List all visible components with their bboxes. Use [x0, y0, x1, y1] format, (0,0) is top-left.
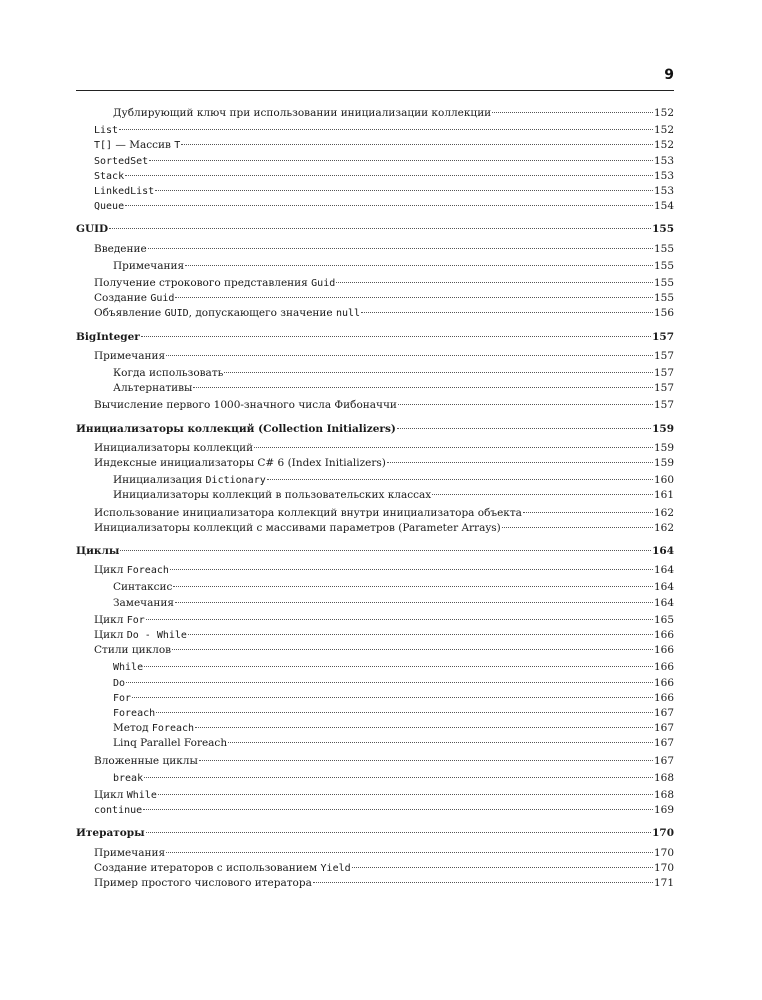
toc-page-number: 166: [653, 676, 674, 689]
toc-entry-title: [94, 349, 165, 364]
dot-leader: [126, 682, 653, 683]
text-fragment: Цикл: [94, 564, 127, 577]
code-fragment: LinkedList: [94, 186, 155, 197]
code-fragment: Do: [113, 677, 126, 689]
toc-entry: [113, 721, 674, 736]
dot-leader: [188, 634, 653, 635]
text-fragment: Цикл: [94, 613, 127, 626]
toc-entry: [94, 628, 674, 643]
text-fragment: Стили циклов: [94, 644, 172, 657]
table-of-contents: [76, 0, 674, 1000]
code-fragment: GUID: [164, 308, 189, 320]
toc-page-number: 157: [652, 330, 674, 343]
toc-page-number: 155: [653, 242, 674, 255]
toc-page-number: 159: [652, 422, 674, 435]
toc-entry-title: [113, 660, 143, 675]
toc-entry-title: [113, 706, 155, 721]
toc-entry: [94, 184, 674, 199]
dot-leader: [173, 586, 653, 587]
text-fragment: Объявление: [94, 307, 165, 320]
code-fragment: Foreach: [126, 565, 169, 577]
text-fragment: Метод: [113, 722, 152, 735]
text-fragment: Linq Parallel Foreach: [113, 737, 228, 750]
text-fragment: Инициализация: [113, 474, 206, 487]
toc-chapter: [76, 330, 674, 345]
toc-entry-title: [113, 771, 143, 786]
toc-entry-title: [94, 861, 351, 876]
toc-entry-title: [94, 846, 165, 861]
dot-leader: [175, 602, 653, 603]
text-fragment: Инициализаторы коллекций: [94, 441, 254, 454]
toc-page-number: 168: [653, 789, 674, 801]
toc-page-number: 164: [653, 581, 674, 594]
toc-entry: [94, 643, 674, 658]
toc-entry: [113, 106, 674, 121]
toc-entry: [94, 154, 674, 169]
dot-leader: [125, 175, 653, 176]
toc-entry-title: [76, 422, 396, 437]
toc-entry-title: [94, 291, 174, 306]
text-fragment: Создание: [94, 292, 151, 305]
toc-entry: [94, 291, 674, 306]
code-fragment: For: [113, 692, 132, 704]
toc-entry-title: [113, 366, 223, 381]
toc-entry-title: [113, 381, 192, 396]
text-fragment: Введение: [94, 242, 147, 255]
toc-page-number: 164: [652, 545, 674, 557]
toc-page-number: 152: [653, 124, 674, 137]
toc-page-number: 164: [653, 564, 674, 577]
toc-entry-title: [113, 676, 125, 691]
dot-leader: [143, 809, 653, 810]
code-fragment: For: [126, 614, 145, 626]
dot-leader: [146, 832, 651, 833]
dot-leader: [149, 160, 653, 161]
toc-entry: [113, 580, 674, 595]
text-fragment: Получение строкового представления: [94, 277, 312, 289]
dot-leader: [432, 494, 653, 495]
text-fragment: Примечания: [94, 349, 166, 362]
toc-entry-title: [94, 643, 171, 658]
dot-leader: [170, 569, 653, 570]
toc-entry-title: [76, 826, 145, 841]
dot-leader: [267, 479, 653, 480]
toc-entry: [113, 691, 674, 706]
toc-page-number: 162: [653, 521, 674, 534]
text-fragment: Вложенные циклы: [94, 754, 198, 767]
dot-leader: [254, 447, 653, 448]
toc-chapter: [76, 544, 674, 559]
toc-page-number: 152: [653, 107, 674, 119]
toc-entry: [94, 876, 674, 891]
dot-leader: [352, 867, 653, 868]
toc-entry: [94, 613, 674, 628]
toc-entry: [94, 123, 674, 138]
dot-leader: [228, 742, 653, 743]
toc-page-number: 153: [653, 185, 674, 197]
dot-leader: [181, 144, 653, 145]
toc-entry-title: [94, 306, 360, 321]
toc-entry: [113, 660, 674, 675]
toc-page-number: 159: [653, 441, 674, 454]
toc-page-number: 171: [653, 877, 674, 889]
toc-entry-title: [113, 488, 431, 503]
dot-leader: [502, 527, 653, 528]
text-fragment: Индексные инициализаторы C# 6 (Index Initializers): [94, 457, 386, 469]
dot-leader: [119, 129, 653, 130]
toc-entry: [94, 169, 674, 184]
toc-page-number: 154: [653, 200, 674, 213]
text-fragment: Инициализаторы коллекций в пользовательских классах: [113, 489, 432, 502]
toc-entry-title: [94, 276, 335, 291]
code-fragment: Guid: [150, 293, 175, 305]
code-fragment: SortedSet: [94, 155, 149, 167]
dot-leader: [397, 428, 651, 429]
toc-page-number: 164: [653, 596, 674, 609]
dot-leader: [146, 619, 653, 620]
dot-leader: [144, 777, 653, 778]
toc-entry-title: [113, 106, 491, 121]
dot-leader: [195, 727, 653, 728]
dot-leader: [125, 205, 653, 206]
toc-page-number: 157: [653, 399, 674, 412]
toc-entry: [94, 199, 674, 214]
code-fragment: break: [113, 772, 144, 784]
toc-entry-title: [94, 521, 501, 536]
toc-entry: [113, 366, 674, 381]
toc-page-number: 169: [653, 804, 674, 817]
toc-page-number: 155: [653, 292, 674, 305]
toc-entry: [113, 473, 674, 488]
dot-leader: [148, 248, 653, 249]
dot-leader: [387, 462, 653, 463]
toc-page-number: 167: [653, 707, 674, 719]
dot-leader: [224, 372, 653, 373]
dot-leader: [144, 666, 653, 667]
toc-entry: [94, 803, 674, 818]
toc-entry: [113, 381, 674, 396]
toc-page-number: 167: [653, 722, 674, 735]
toc-entry: [94, 441, 674, 456]
code-fragment: List: [94, 125, 119, 137]
toc-page-number: 170: [652, 827, 674, 840]
toc-entry: [94, 138, 674, 153]
toc-entry-title: [94, 169, 124, 184]
dot-leader: [175, 297, 653, 298]
toc-entry-title: [94, 788, 157, 803]
code-fragment: Queue: [94, 201, 125, 213]
toc-entry-title: [113, 580, 172, 595]
code-fragment: continue: [94, 805, 143, 817]
toc-entry-title: [94, 184, 154, 199]
toc-entry-title: [76, 330, 140, 345]
toc-entry: [94, 788, 674, 803]
toc-page-number: 161: [653, 489, 674, 502]
toc-page-number: 153: [653, 154, 674, 167]
toc-entry: [94, 276, 674, 291]
toc-page-number: 170: [653, 861, 674, 874]
toc-entry: [94, 754, 674, 769]
text-fragment: Примечания: [94, 846, 166, 859]
dot-leader: [132, 697, 653, 698]
toc-entry-title: [76, 544, 119, 559]
toc-page-number: 155: [652, 223, 674, 236]
toc-page-number: 157: [653, 382, 674, 395]
dot-leader: [166, 355, 653, 356]
toc-entry: [94, 349, 674, 364]
dot-leader: [492, 112, 653, 113]
text-fragment: Вычисление первого 1000-значного числа Фибоначчи: [94, 399, 397, 412]
toc-entry-title: [94, 876, 312, 891]
toc-entry: [94, 398, 674, 413]
toc-entry: [113, 676, 674, 691]
dot-leader: [398, 404, 653, 405]
toc-page-number: 155: [653, 259, 674, 272]
code-fragment: While: [126, 790, 157, 801]
toc-page-number: 152: [653, 139, 674, 152]
toc-chapter: [76, 222, 674, 237]
text-fragment: Циклы: [76, 545, 120, 557]
code-fragment: T: [174, 140, 181, 152]
toc-page-number: 153: [653, 169, 674, 182]
toc-page-number: 162: [653, 506, 674, 519]
text-fragment: Итераторы: [76, 827, 145, 840]
text-fragment: Альтернативы: [113, 382, 193, 395]
code-fragment: null: [335, 308, 361, 320]
toc-entry-title: [94, 754, 198, 769]
text-fragment: — Массив: [112, 139, 175, 152]
toc-entry: [113, 736, 674, 751]
toc-page-number: 155: [653, 277, 674, 289]
dot-leader: [193, 387, 653, 388]
toc-entry: [94, 306, 674, 321]
dot-leader: [120, 550, 651, 551]
toc-entry: [113, 259, 674, 274]
dot-leader: [313, 882, 653, 883]
code-fragment: Dictionary: [205, 475, 266, 487]
toc-entry-title: [94, 628, 187, 643]
toc-page-number: 157: [653, 349, 674, 362]
toc-page-number: 157: [653, 367, 674, 379]
toc-entry: [94, 521, 674, 536]
code-fragment: Guid: [311, 278, 336, 289]
toc-page-number: 168: [653, 771, 674, 784]
dot-leader: [109, 228, 651, 229]
text-fragment: Дублирующий ключ при использовании инициализации коллекции: [113, 107, 492, 119]
toc-entry-title: [113, 736, 227, 751]
toc-page-number: 166: [653, 644, 674, 657]
code-fragment: While: [113, 662, 144, 674]
text-fragment: Замечания: [113, 596, 175, 609]
text-fragment: Использование инициализатора коллекций внутри инициализатора объекта: [94, 506, 522, 519]
toc-entry-title: [113, 596, 174, 611]
dot-leader: [141, 336, 651, 337]
dot-leader: [336, 282, 653, 283]
toc-entry-title: [94, 803, 142, 818]
toc-entry-title: [94, 123, 118, 138]
text-fragment: Цикл: [94, 629, 127, 641]
page-number: 9: [664, 67, 674, 83]
code-fragment: Yield: [320, 862, 351, 874]
dot-leader: [523, 512, 653, 513]
toc-entry-title: [94, 199, 124, 214]
toc-entry-title: [94, 398, 397, 413]
dot-leader: [172, 649, 653, 650]
toc-entry-title: [94, 456, 386, 471]
text-fragment: Синтаксис: [113, 581, 173, 594]
toc-page-number: 160: [653, 474, 674, 487]
toc-entry-title: [94, 242, 147, 257]
text-fragment: BigInteger: [76, 330, 140, 343]
code-fragment: Do - While: [126, 630, 187, 641]
code-fragment: Foreach: [151, 723, 195, 735]
text-fragment: GUID: [76, 223, 109, 236]
text-fragment: , допускающего значение: [188, 307, 336, 320]
toc-entry: [113, 706, 674, 721]
text-fragment: Когда использовать: [113, 367, 224, 379]
code-fragment: T[]: [94, 140, 113, 152]
toc-entry-title: [94, 138, 180, 153]
toc-page-number: 156: [653, 307, 674, 320]
dot-leader: [166, 852, 653, 853]
text-fragment: Инициализаторы коллекций с массивами параметров (Parameter Arrays): [94, 521, 501, 534]
toc-page-number: 159: [653, 457, 674, 469]
dot-leader: [158, 794, 653, 795]
toc-entry-title: [94, 613, 145, 628]
toc-entry-title: [76, 222, 108, 237]
toc-page-number: 166: [653, 629, 674, 641]
toc-entry-title: [113, 691, 131, 706]
text-fragment: Цикл: [94, 789, 127, 801]
code-fragment: Stack: [94, 170, 125, 182]
toc-entry-title: [94, 441, 253, 456]
dot-leader: [156, 712, 653, 713]
toc-entry-title: [94, 506, 522, 521]
toc-entry-title: [113, 259, 184, 274]
toc-entry: [113, 596, 674, 611]
dot-leader: [185, 265, 653, 266]
text-fragment: Примечания: [113, 259, 185, 272]
text-fragment: Инициализаторы коллекций (Collection Initializers): [76, 422, 396, 435]
toc-entry: [113, 771, 674, 786]
toc-chapter: [76, 422, 674, 437]
toc-entry: [94, 563, 674, 578]
toc-chapter: [76, 826, 674, 841]
toc-entry-title: [94, 154, 148, 169]
toc-entry: [94, 242, 674, 257]
dot-leader: [155, 190, 653, 191]
toc-entry: [94, 846, 674, 861]
toc-entry-title: [113, 473, 266, 488]
toc-entry: [94, 456, 674, 471]
toc-page-number: 170: [653, 846, 674, 859]
code-fragment: Foreach: [113, 708, 156, 719]
toc-entry-title: [94, 563, 169, 578]
toc-page-number: 167: [653, 737, 674, 750]
text-fragment: Пример простого числового итератора: [94, 877, 312, 889]
toc-page-number: 167: [653, 754, 674, 767]
toc-entry: [113, 488, 674, 503]
dot-leader: [199, 760, 653, 761]
toc-page-number: 166: [653, 691, 674, 704]
toc-page-number: 166: [653, 661, 674, 674]
toc-page-number: 165: [653, 613, 674, 626]
toc-entry-title: [113, 721, 194, 736]
toc-entry: [94, 506, 674, 521]
toc-entry: [94, 861, 674, 876]
text-fragment: Создание итераторов с использованием: [94, 861, 321, 874]
dot-leader: [361, 312, 653, 313]
